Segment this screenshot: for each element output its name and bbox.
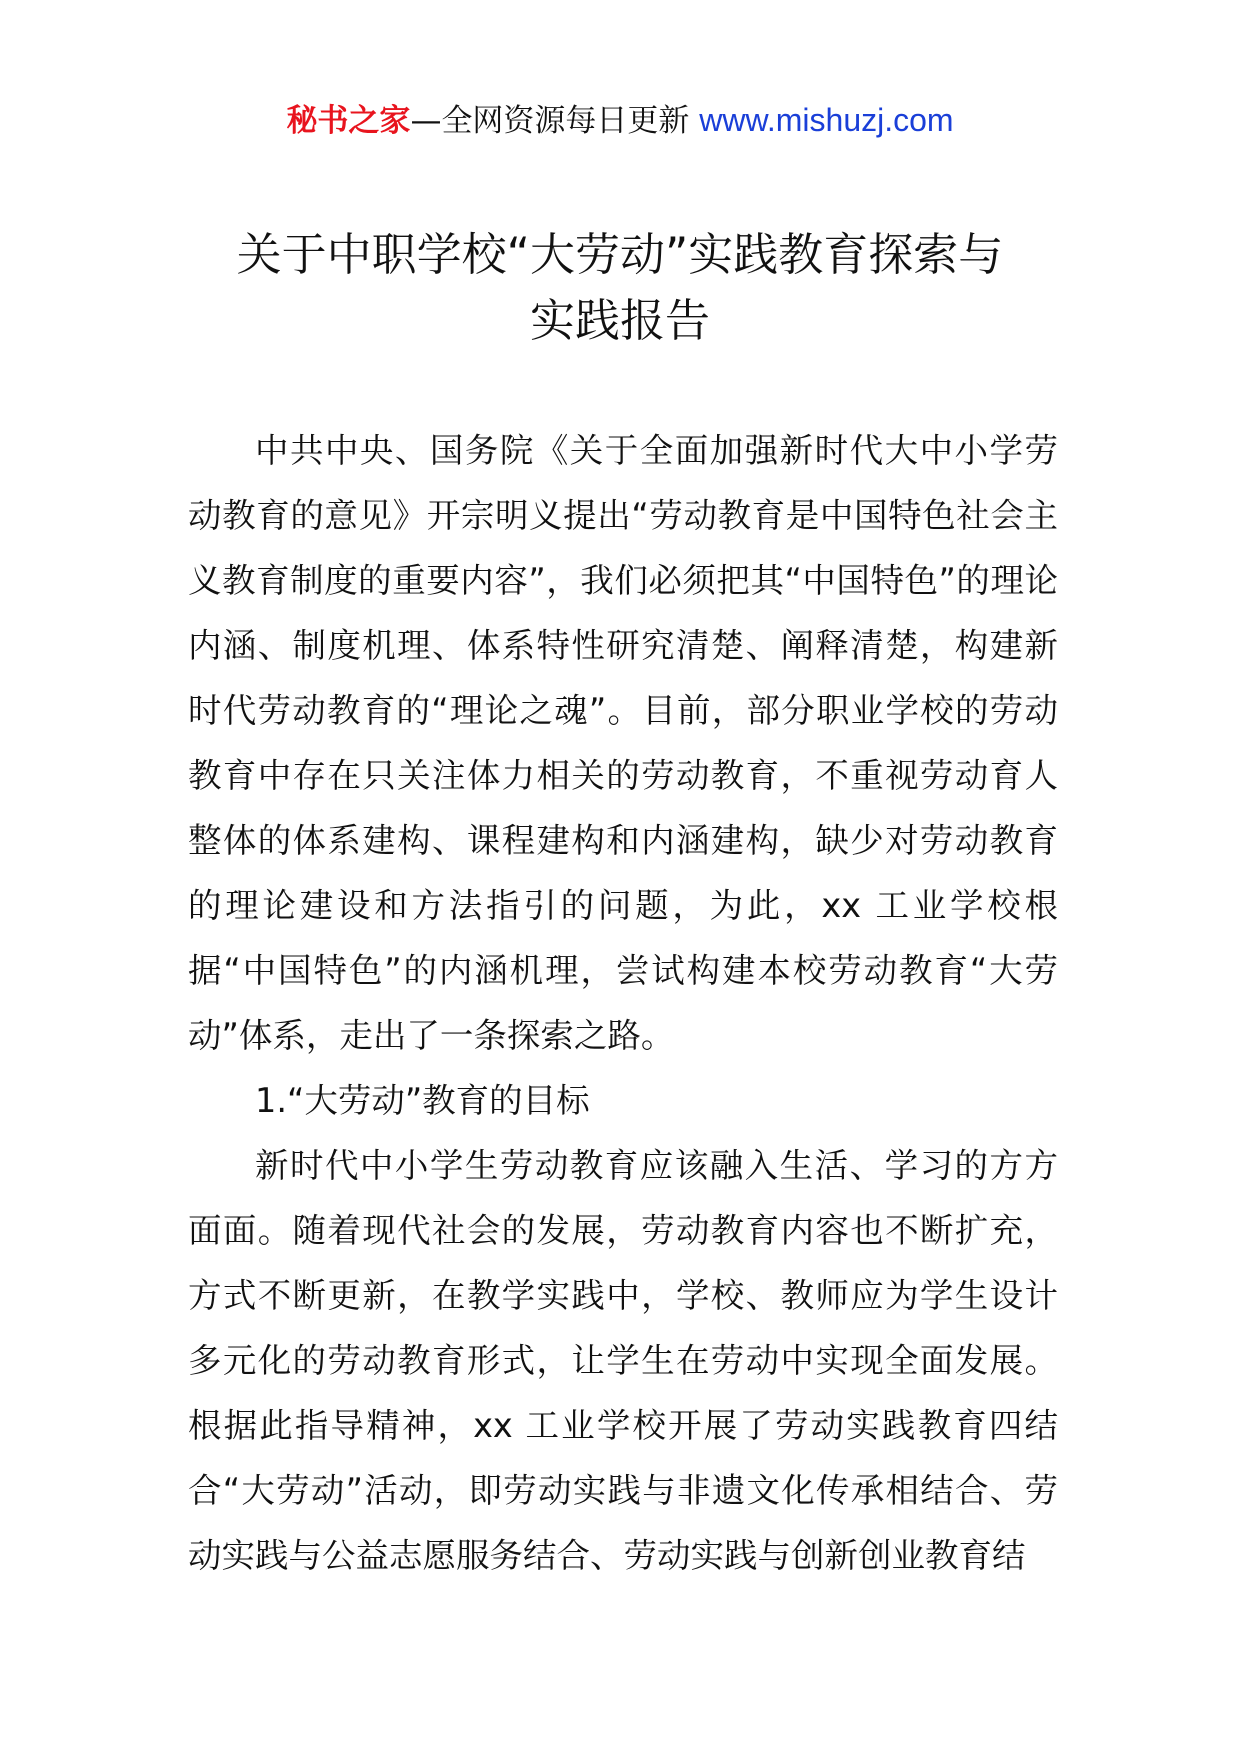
title-line-1: 关于中职学校“大劳动”实践教育探索与 (236, 228, 1004, 281)
body-paragraph-2: 新时代中小学生劳动教育应该融入生活、学习的方方面面。随着现代社会的发展，劳动教育内容也不断扩充，方式不断更新，在教学实践中，学校、教师应为学生设计多元化的劳动教育形式，让学生在劳动中实现全面发展。根据此指导精神，xx 工业学校开展了劳动实践教育四结合“大劳动”活动，即劳动实践与非遗文化传承相结合、劳动实践与公益志愿服务结合、劳动实践与创新创业教育结 (188, 1146, 1058, 1575)
body-paragraph-1: 中共中央、国务院《关于全面加强新时代大中小学劳动教育的意见》开宗明义提出“劳动教育是中国特色社会主义教育制度的重要内容”，我们必须把其“中国特色”的理论内涵、制度机理、体系特性研究清楚、阐释清楚，构建新时代劳动教育的“理论之魂”。目前，部分职业学校的劳动教育中存在只关注体力相关的劳动教育，不重视劳动育人整体的体系建构、课程建构和内涵建构，缺少对劳动教育的理论建设和方法指引的问题，为此，xx 工业学校根据“中国特色”的内涵机理，尝试构建本校劳动教育“大劳动”体系，走出了一条探索之路。 (188, 431, 1058, 1055)
site-tagline: —全网资源每日更新 (410, 103, 700, 139)
document-title (140, 222, 1100, 354)
site-brand: 秘书之家 (286, 103, 411, 139)
section-heading-1: 1.“大劳动”教育的目标 (255, 1081, 590, 1120)
site-header (0, 100, 1240, 141)
title-line-2: 实践报告 (529, 294, 710, 347)
site-url-link[interactable]: www.mishuzj.com (699, 102, 954, 138)
document-body (188, 418, 1058, 1588)
